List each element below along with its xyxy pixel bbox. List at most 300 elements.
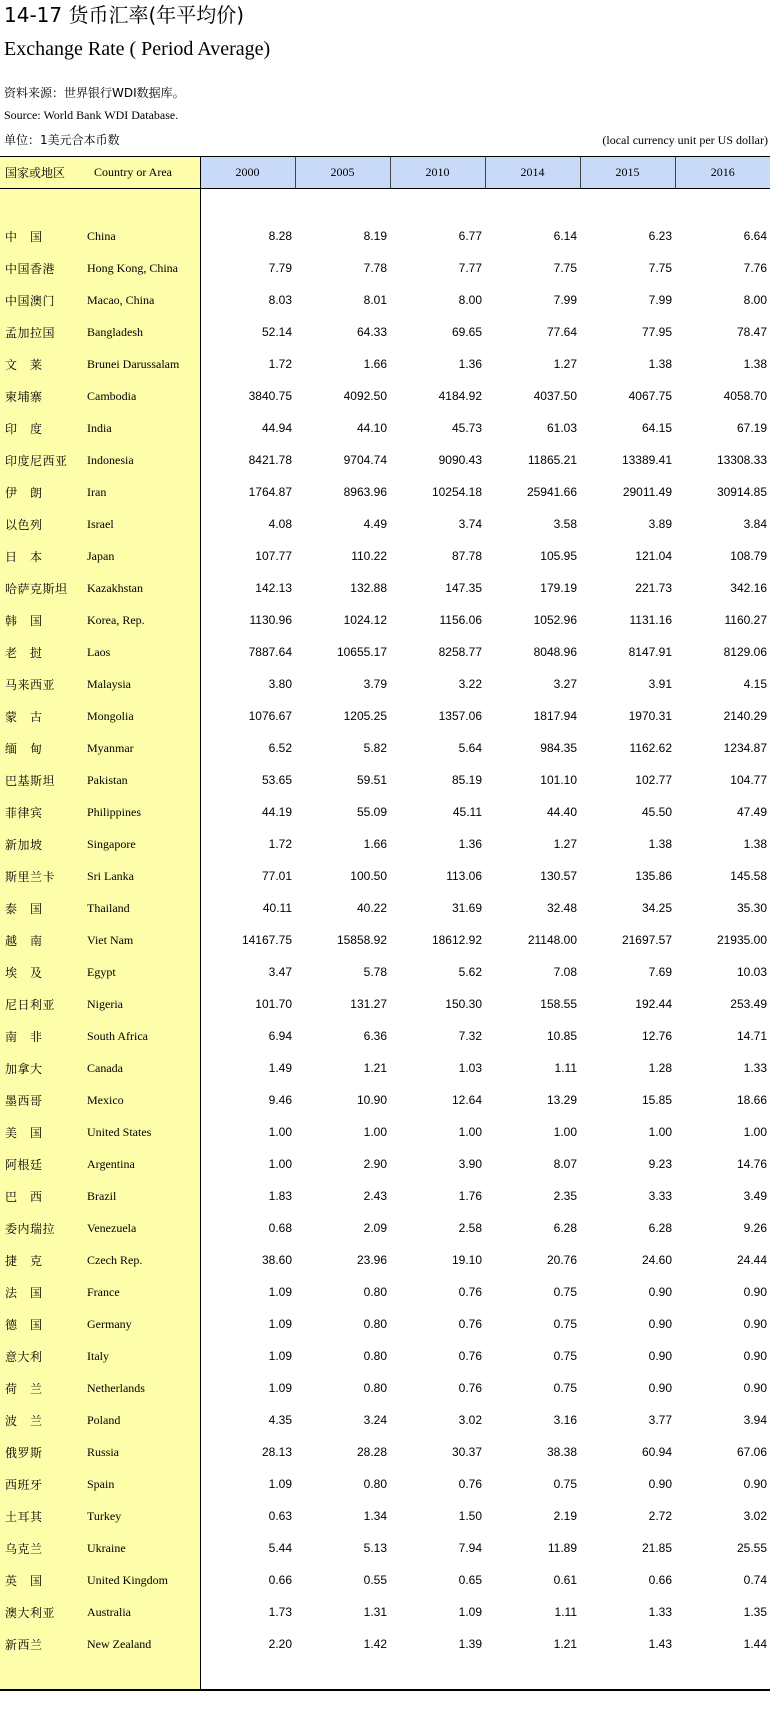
rate-value: 3.27 bbox=[553, 677, 577, 691]
country-name-en: New Zealand bbox=[83, 1628, 200, 1660]
rate-value: 1.34 bbox=[363, 1509, 387, 1523]
rate-value: 1.38 bbox=[648, 837, 672, 851]
country-name-en: Mongolia bbox=[83, 700, 200, 732]
country-name-en: Myanmar bbox=[83, 732, 200, 764]
rate-value: 13.29 bbox=[546, 1093, 577, 1107]
country-name-cn: 中国香港 bbox=[0, 252, 83, 284]
rate-value: 107.77 bbox=[255, 549, 292, 563]
rate-value: 10.85 bbox=[546, 1029, 577, 1043]
rate-value: 24.60 bbox=[641, 1253, 672, 1267]
rate-value: 0.80 bbox=[363, 1349, 387, 1363]
rate-value: 4037.50 bbox=[533, 389, 577, 403]
rate-value: 21.85 bbox=[641, 1541, 672, 1555]
rate-value: 45.50 bbox=[641, 805, 672, 819]
rate-value: 984.35 bbox=[540, 741, 577, 755]
table-row bbox=[0, 1244, 770, 1276]
table-row bbox=[0, 572, 770, 604]
country-name-en: Germany bbox=[83, 1308, 200, 1340]
country-name-en: Sri Lanka bbox=[83, 860, 200, 892]
rate-value: 11865.21 bbox=[527, 453, 577, 467]
country-name-en: Argentina bbox=[83, 1148, 200, 1180]
rate-value: 64.15 bbox=[641, 421, 672, 435]
country-name-en: United Kingdom bbox=[83, 1564, 200, 1596]
country-name-cn: 荷 兰 bbox=[0, 1372, 83, 1404]
header-country-cn: 国家或地区 bbox=[0, 157, 83, 189]
country-name-cn: 土耳其 bbox=[0, 1500, 83, 1532]
rate-value: 1.21 bbox=[363, 1061, 387, 1075]
unit-note-cn: 单位：1美元合本币数 bbox=[4, 133, 120, 147]
rate-value: 1.33 bbox=[743, 1061, 767, 1075]
rate-value: 2.09 bbox=[363, 1221, 387, 1235]
table-row bbox=[0, 1404, 770, 1436]
table-row bbox=[0, 220, 770, 252]
rate-value: 8129.06 bbox=[723, 645, 767, 659]
table-row bbox=[0, 604, 770, 636]
rate-value: 3.91 bbox=[648, 677, 672, 691]
rate-value: 3.84 bbox=[743, 517, 767, 531]
country-name-en: United States bbox=[83, 1116, 200, 1148]
rate-value: 0.76 bbox=[458, 1317, 482, 1331]
rate-value: 3.79 bbox=[363, 677, 387, 691]
rate-value: 64.33 bbox=[356, 325, 387, 339]
rate-value: 3.47 bbox=[268, 965, 292, 979]
rate-value: 7.99 bbox=[648, 293, 672, 307]
rate-value: 0.75 bbox=[553, 1285, 577, 1299]
rate-value: 6.36 bbox=[363, 1029, 387, 1043]
rate-value: 1.21 bbox=[553, 1637, 577, 1651]
rate-value: 30.37 bbox=[451, 1445, 482, 1459]
rate-value: 5.64 bbox=[458, 741, 482, 755]
table-row bbox=[0, 860, 770, 892]
country-name-en: Egypt bbox=[83, 956, 200, 988]
rate-value: 0.90 bbox=[648, 1285, 672, 1299]
rate-value: 101.10 bbox=[540, 773, 577, 787]
table-row bbox=[0, 412, 770, 444]
header-year: 2016 bbox=[675, 157, 770, 189]
rate-value: 1.03 bbox=[458, 1061, 482, 1075]
table-row bbox=[0, 1468, 770, 1500]
table-row bbox=[0, 1084, 770, 1116]
rate-value: 1131.16 bbox=[629, 613, 672, 627]
table-row bbox=[0, 1020, 770, 1052]
rate-value: 0.76 bbox=[458, 1477, 482, 1491]
rate-value: 1.09 bbox=[268, 1317, 292, 1331]
country-name-cn: 澳大利亚 bbox=[0, 1596, 83, 1628]
rate-value: 8147.91 bbox=[628, 645, 672, 659]
table-row bbox=[0, 828, 770, 860]
country-name-cn: 英 国 bbox=[0, 1564, 83, 1596]
rate-value: 18612.92 bbox=[431, 933, 482, 947]
rate-value: 7.76 bbox=[743, 261, 767, 275]
rate-value: 9.46 bbox=[268, 1093, 292, 1107]
rate-value: 0.80 bbox=[363, 1285, 387, 1299]
rate-value: 1.66 bbox=[363, 357, 387, 371]
rate-value: 2.43 bbox=[363, 1189, 387, 1203]
rate-value: 61.03 bbox=[546, 421, 577, 435]
rate-value: 2.58 bbox=[458, 1221, 482, 1235]
rate-value: 0.76 bbox=[458, 1381, 482, 1395]
rate-value: 2.90 bbox=[363, 1157, 387, 1171]
rate-value: 21697.57 bbox=[621, 933, 672, 947]
rate-value: 0.75 bbox=[553, 1381, 577, 1395]
rate-value: 7.78 bbox=[363, 261, 387, 275]
rate-value: 0.90 bbox=[743, 1317, 767, 1331]
table-row bbox=[0, 892, 770, 924]
rate-value: 45.11 bbox=[452, 805, 482, 819]
rate-value: 1.38 bbox=[743, 837, 767, 851]
country-name-cn: 德 国 bbox=[0, 1308, 83, 1340]
rate-value: 1.00 bbox=[363, 1125, 387, 1139]
table-row bbox=[0, 284, 770, 316]
rate-value: 2.20 bbox=[268, 1637, 292, 1651]
rate-value: 1.11 bbox=[554, 1605, 577, 1619]
rate-value: 130.57 bbox=[540, 869, 577, 883]
page-title-cn: 14-17 货币汇率(年平均价) bbox=[4, 3, 245, 27]
rate-value: 67.19 bbox=[736, 421, 767, 435]
rate-value: 6.28 bbox=[553, 1221, 577, 1235]
rate-value: 85.19 bbox=[451, 773, 482, 787]
rate-value: 28.13 bbox=[261, 1445, 292, 1459]
country-name-en: Japan bbox=[83, 540, 200, 572]
country-name-cn: 法 国 bbox=[0, 1276, 83, 1308]
rate-value: 7887.64 bbox=[248, 645, 292, 659]
rate-value: 0.74 bbox=[743, 1573, 767, 1587]
rate-value: 2.72 bbox=[648, 1509, 672, 1523]
rate-value: 38.60 bbox=[261, 1253, 292, 1267]
country-name-cn: 委内瑞拉 bbox=[0, 1212, 83, 1244]
rate-value: 131.27 bbox=[350, 997, 387, 1011]
country-name-cn: 阿根廷 bbox=[0, 1148, 83, 1180]
rate-value: 1160.27 bbox=[724, 613, 767, 627]
rate-value: 101.70 bbox=[255, 997, 292, 1011]
country-name-cn: 老 挝 bbox=[0, 636, 83, 668]
rate-value: 12.64 bbox=[451, 1093, 482, 1107]
rate-value: 3.80 bbox=[268, 677, 292, 691]
rate-value: 21935.00 bbox=[716, 933, 767, 947]
rate-value: 4.35 bbox=[268, 1413, 292, 1427]
country-name-en: Cambodia bbox=[83, 380, 200, 412]
table-row bbox=[0, 316, 770, 348]
rate-value: 5.82 bbox=[363, 741, 387, 755]
rate-value: 60.94 bbox=[641, 1445, 672, 1459]
rate-value: 4.49 bbox=[363, 517, 387, 531]
country-name-cn: 南 非 bbox=[0, 1020, 83, 1052]
rate-value: 7.79 bbox=[268, 261, 292, 275]
country-name-cn: 美 国 bbox=[0, 1116, 83, 1148]
rate-value: 4184.92 bbox=[438, 389, 482, 403]
rate-value: 253.49 bbox=[730, 997, 767, 1011]
country-name-en: Pakistan bbox=[83, 764, 200, 796]
rate-value: 7.08 bbox=[553, 965, 577, 979]
rate-value: 11.89 bbox=[547, 1541, 577, 1555]
rate-value: 6.77 bbox=[458, 229, 482, 243]
rate-value: 6.28 bbox=[648, 1221, 672, 1235]
rate-value: 20.76 bbox=[546, 1253, 577, 1267]
country-name-en: Mexico bbox=[83, 1084, 200, 1116]
rate-value: 3.49 bbox=[743, 1189, 767, 1203]
page-title-en: Exchange Rate ( Period Average) bbox=[4, 38, 271, 60]
rate-value: 1.73 bbox=[268, 1605, 292, 1619]
rate-value: 1.00 bbox=[648, 1125, 672, 1139]
rate-value: 10.90 bbox=[356, 1093, 387, 1107]
rate-value: 2140.29 bbox=[723, 709, 767, 723]
country-name-en: Indonesia bbox=[83, 444, 200, 476]
country-name-en: Spain bbox=[83, 1468, 200, 1500]
country-name-cn: 伊 朗 bbox=[0, 476, 83, 508]
country-name-en: Brazil bbox=[83, 1180, 200, 1212]
country-name-en: Hong Kong, China bbox=[83, 252, 200, 284]
rate-value: 28.28 bbox=[356, 1445, 387, 1459]
rate-value: 10.03 bbox=[736, 965, 767, 979]
rate-value: 3.58 bbox=[553, 517, 577, 531]
rate-value: 0.90 bbox=[743, 1381, 767, 1395]
rate-value: 0.80 bbox=[363, 1317, 387, 1331]
rate-value: 4058.70 bbox=[723, 389, 767, 403]
rate-value: 100.50 bbox=[350, 869, 387, 883]
table-row bbox=[0, 1276, 770, 1308]
rate-value: 40.11 bbox=[262, 901, 292, 915]
rate-value: 3840.75 bbox=[248, 389, 292, 403]
rate-value: 18.66 bbox=[736, 1093, 767, 1107]
table-row bbox=[0, 1532, 770, 1564]
rate-value: 192.44 bbox=[635, 997, 672, 1011]
country-name-cn: 尼日利亚 bbox=[0, 988, 83, 1020]
rate-value: 1.11 bbox=[554, 1061, 577, 1075]
country-name-en: Turkey bbox=[83, 1500, 200, 1532]
rate-value: 1.00 bbox=[553, 1125, 577, 1139]
rate-value: 1.39 bbox=[458, 1637, 482, 1651]
table-row bbox=[0, 444, 770, 476]
country-name-cn: 日 本 bbox=[0, 540, 83, 572]
header-year: 2014 bbox=[485, 157, 580, 189]
rate-value: 15858.92 bbox=[336, 933, 387, 947]
rate-value: 0.63 bbox=[268, 1509, 292, 1523]
rate-value: 1.27 bbox=[553, 837, 577, 851]
table-row bbox=[0, 1564, 770, 1596]
country-name-cn: 墨西哥 bbox=[0, 1084, 83, 1116]
source-note-en: Source: World Bank WDI Database. bbox=[4, 108, 179, 122]
rate-value: 1970.31 bbox=[628, 709, 672, 723]
country-name-cn: 斯里兰卡 bbox=[0, 860, 83, 892]
rate-value: 1076.67 bbox=[248, 709, 292, 723]
header-year: 2000 bbox=[200, 157, 295, 189]
rate-value: 44.10 bbox=[356, 421, 387, 435]
rate-value: 5.78 bbox=[363, 965, 387, 979]
rate-value: 1357.06 bbox=[438, 709, 482, 723]
country-name-cn: 马来西亚 bbox=[0, 668, 83, 700]
rate-value: 1.31 bbox=[363, 1605, 387, 1619]
country-name-cn: 新西兰 bbox=[0, 1628, 83, 1660]
rate-value: 8.19 bbox=[363, 229, 387, 243]
rate-value: 1.44 bbox=[743, 1637, 767, 1651]
rate-value: 150.30 bbox=[445, 997, 482, 1011]
rate-value: 7.94 bbox=[458, 1541, 482, 1555]
rate-value: 47.49 bbox=[736, 805, 767, 819]
rate-value: 6.94 bbox=[268, 1029, 292, 1043]
rate-value: 0.75 bbox=[553, 1477, 577, 1491]
rate-value: 3.90 bbox=[458, 1157, 482, 1171]
rate-value: 8963.96 bbox=[343, 485, 387, 499]
country-name-en: Korea, Rep. bbox=[83, 604, 200, 636]
country-name-en: Kazakhstan bbox=[83, 572, 200, 604]
rate-value: 3.02 bbox=[743, 1509, 767, 1523]
rate-value: 55.09 bbox=[356, 805, 387, 819]
rate-value: 0.90 bbox=[743, 1477, 767, 1491]
rate-value: 21148.00 bbox=[527, 933, 577, 947]
country-name-en: China bbox=[83, 220, 200, 252]
country-name-cn: 中 国 bbox=[0, 220, 83, 252]
rate-value: 0.90 bbox=[743, 1285, 767, 1299]
rate-value: 0.68 bbox=[268, 1221, 292, 1235]
rate-value: 67.06 bbox=[736, 1445, 767, 1459]
rate-value: 1.66 bbox=[363, 837, 387, 851]
table-row bbox=[0, 476, 770, 508]
country-name-cn: 中国澳门 bbox=[0, 284, 83, 316]
country-name-en: Singapore bbox=[83, 828, 200, 860]
country-name-cn: 印 度 bbox=[0, 412, 83, 444]
rate-value: 102.77 bbox=[635, 773, 672, 787]
rate-value: 6.64 bbox=[743, 229, 767, 243]
table-header-row bbox=[0, 157, 770, 189]
country-name-cn: 捷 克 bbox=[0, 1244, 83, 1276]
country-name-cn: 泰 国 bbox=[0, 892, 83, 924]
rate-value: 4092.50 bbox=[343, 389, 387, 403]
country-name-en: Ukraine bbox=[83, 1532, 200, 1564]
rate-value: 179.19 bbox=[540, 581, 577, 595]
rate-value: 25941.66 bbox=[526, 485, 577, 499]
rate-value: 53.65 bbox=[261, 773, 292, 787]
rate-value: 44.94 bbox=[261, 421, 292, 435]
rate-value: 8.00 bbox=[458, 293, 482, 307]
rate-value: 0.65 bbox=[458, 1573, 482, 1587]
rate-value: 6.14 bbox=[553, 229, 577, 243]
table-row bbox=[0, 540, 770, 572]
rate-value: 7.99 bbox=[553, 293, 577, 307]
rate-value: 15.85 bbox=[641, 1093, 672, 1107]
rate-value: 52.14 bbox=[261, 325, 292, 339]
rate-value: 6.52 bbox=[268, 741, 292, 755]
rate-value: 121.04 bbox=[635, 549, 672, 563]
rate-value: 3.74 bbox=[458, 517, 482, 531]
rate-value: 1.00 bbox=[268, 1125, 292, 1139]
rate-value: 0.80 bbox=[363, 1381, 387, 1395]
country-name-cn: 埃 及 bbox=[0, 956, 83, 988]
country-name-en: South Africa bbox=[83, 1020, 200, 1052]
header-year: 2015 bbox=[580, 157, 675, 189]
country-name-cn: 意大利 bbox=[0, 1340, 83, 1372]
table-row bbox=[0, 1116, 770, 1148]
country-name-en: Canada bbox=[83, 1052, 200, 1084]
rate-value: 1.42 bbox=[363, 1637, 387, 1651]
rate-value: 0.61 bbox=[553, 1573, 577, 1587]
rate-value: 105.95 bbox=[540, 549, 577, 563]
rate-value: 135.86 bbox=[635, 869, 672, 883]
header-year: 2005 bbox=[295, 157, 390, 189]
rate-value: 0.75 bbox=[553, 1349, 577, 1363]
country-name-en: Netherlands bbox=[83, 1372, 200, 1404]
rate-value: 1.50 bbox=[458, 1509, 482, 1523]
country-name-cn: 柬埔寨 bbox=[0, 380, 83, 412]
rate-value: 7.69 bbox=[648, 965, 672, 979]
rate-value: 87.78 bbox=[451, 549, 482, 563]
rate-value: 13308.33 bbox=[716, 453, 767, 467]
country-name-cn: 蒙 古 bbox=[0, 700, 83, 732]
rate-value: 1130.96 bbox=[249, 613, 292, 627]
rate-value: 0.76 bbox=[458, 1285, 482, 1299]
rate-value: 0.76 bbox=[458, 1349, 482, 1363]
table-row bbox=[0, 700, 770, 732]
rate-value: 29011.49 bbox=[622, 485, 672, 499]
table-row bbox=[0, 1596, 770, 1628]
rate-value: 1.76 bbox=[458, 1189, 482, 1203]
rate-value: 0.80 bbox=[363, 1477, 387, 1491]
rate-value: 1.36 bbox=[458, 837, 482, 851]
rate-value: 1817.94 bbox=[533, 709, 577, 723]
country-name-en: Bangladesh bbox=[83, 316, 200, 348]
table-row bbox=[0, 508, 770, 540]
rate-value: 3.16 bbox=[553, 1413, 577, 1427]
country-name-en: Macao, China bbox=[83, 284, 200, 316]
rate-value: 23.96 bbox=[356, 1253, 387, 1267]
country-name-en: Iran bbox=[83, 476, 200, 508]
table-row bbox=[0, 1340, 770, 1372]
country-name-cn: 缅 甸 bbox=[0, 732, 83, 764]
rate-value: 14.76 bbox=[736, 1157, 767, 1171]
country-name-cn: 菲律宾 bbox=[0, 796, 83, 828]
country-name-en: Venezuela bbox=[83, 1212, 200, 1244]
rate-value: 69.65 bbox=[451, 325, 482, 339]
rate-value: 221.73 bbox=[635, 581, 672, 595]
rate-value: 2.35 bbox=[553, 1189, 577, 1203]
country-name-cn: 孟加拉国 bbox=[0, 316, 83, 348]
rate-value: 1.72 bbox=[268, 837, 292, 851]
table-row bbox=[0, 348, 770, 380]
rate-value: 7.77 bbox=[458, 261, 482, 275]
rate-value: 0.66 bbox=[648, 1573, 672, 1587]
rate-value: 108.79 bbox=[730, 549, 767, 563]
rate-value: 3.89 bbox=[648, 517, 672, 531]
rate-value: 1162.62 bbox=[629, 741, 672, 755]
rate-value: 1.09 bbox=[268, 1381, 292, 1395]
country-name-cn: 越 南 bbox=[0, 924, 83, 956]
table-row bbox=[0, 988, 770, 1020]
country-name-en: Thailand bbox=[83, 892, 200, 924]
rate-value: 1024.12 bbox=[343, 613, 387, 627]
rate-value: 3.33 bbox=[648, 1189, 672, 1203]
rate-value: 1.49 bbox=[268, 1061, 292, 1075]
rate-value: 1.28 bbox=[648, 1061, 672, 1075]
rate-value: 77.95 bbox=[641, 325, 672, 339]
rate-value: 110.22 bbox=[351, 549, 387, 563]
rate-value: 38.38 bbox=[546, 1445, 577, 1459]
country-name-en: Australia bbox=[83, 1596, 200, 1628]
rate-value: 3.77 bbox=[648, 1413, 672, 1427]
rate-value: 1.43 bbox=[648, 1637, 672, 1651]
rate-value: 45.73 bbox=[451, 421, 482, 435]
country-name-cn: 西班牙 bbox=[0, 1468, 83, 1500]
country-name-cn: 波 兰 bbox=[0, 1404, 83, 1436]
rate-value: 24.44 bbox=[736, 1253, 767, 1267]
rate-value: 0.55 bbox=[363, 1573, 387, 1587]
country-name-en: Brunei Darussalam bbox=[83, 348, 200, 380]
country-name-cn: 乌克兰 bbox=[0, 1532, 83, 1564]
rate-value: 1.00 bbox=[458, 1125, 482, 1139]
rate-value: 113.06 bbox=[446, 869, 482, 883]
rate-value: 7.32 bbox=[458, 1029, 482, 1043]
rate-value: 19.10 bbox=[451, 1253, 482, 1267]
country-name-en: Philippines bbox=[83, 796, 200, 828]
rate-value: 1764.87 bbox=[248, 485, 292, 499]
